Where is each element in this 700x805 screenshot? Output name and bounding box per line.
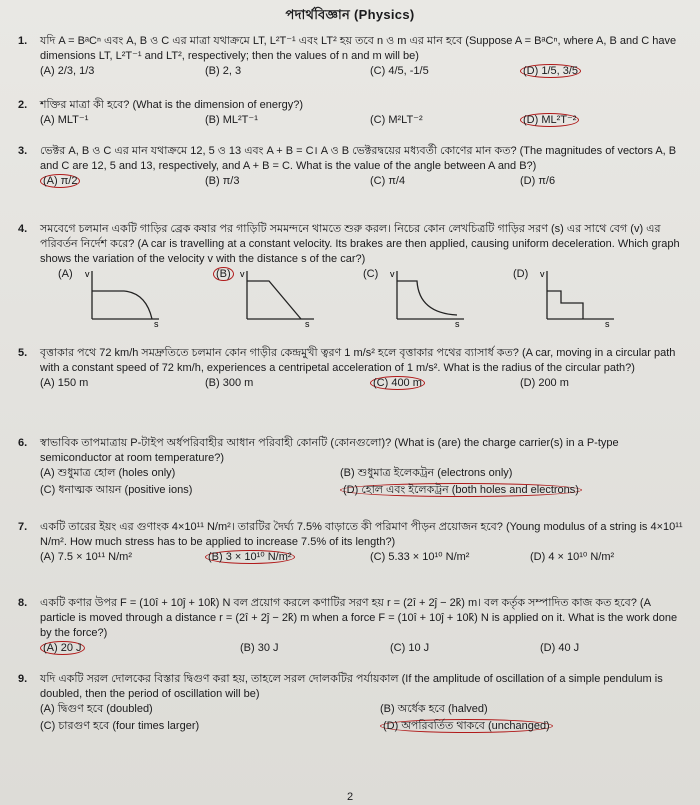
option-d[interactable] bbox=[520, 64, 581, 79]
option-b[interactable]: (B) 30 J bbox=[240, 642, 279, 654]
answer-mark-circle: (B) bbox=[213, 267, 234, 281]
graph-option-c[interactable] bbox=[363, 267, 483, 327]
graph-label: (A) bbox=[58, 268, 73, 280]
option-b[interactable]: (B) ML²T⁻¹ bbox=[205, 114, 258, 126]
answer-mark-circle: (D) হোল এবং ইলেকট্রন (both holes and electrons) bbox=[340, 483, 582, 497]
question-8 bbox=[18, 596, 688, 658]
question-7 bbox=[18, 520, 688, 567]
question-3 bbox=[18, 144, 688, 191]
option-a[interactable]: (A) 150 m bbox=[40, 377, 89, 389]
answer-mark-circle: (D) ML²T⁻² bbox=[520, 113, 579, 127]
option-c[interactable] bbox=[370, 376, 425, 391]
option-d[interactable]: (D) π/6 bbox=[520, 175, 556, 187]
graph-b-plot bbox=[239, 267, 319, 327]
option-a[interactable]: (A) 2/3, 1/3 bbox=[40, 65, 95, 77]
options-row bbox=[40, 64, 688, 81]
question-number: 2. bbox=[18, 99, 28, 111]
options-row bbox=[40, 113, 688, 130]
option-c[interactable]: (C) ধনাত্মক আয়ন (positive ions) bbox=[40, 484, 193, 496]
page-title: পদার্থবিজ্ঞান (Physics) bbox=[285, 7, 415, 22]
option-c[interactable]: (C) M²LT⁻² bbox=[370, 114, 423, 126]
question-2 bbox=[18, 98, 688, 130]
graph-label: (C) bbox=[363, 268, 379, 280]
options-row bbox=[40, 376, 688, 393]
options-row bbox=[40, 174, 688, 191]
question-text: স্বাভাবিক তাপমাত্রায় P-টাইপ অর্ধপরিবাহীর আধান পরিবাহী কোনটি (কোনগুলো)? (What is (are) the charge carrier(s) in a P-type semiconductor at room temperature?) bbox=[40, 437, 619, 464]
option-c[interactable]: (C) 5.33 × 10¹⁰ N/m² bbox=[370, 551, 470, 563]
question-number: 9. bbox=[18, 673, 28, 685]
option-b[interactable]: (B) 300 m bbox=[205, 377, 254, 389]
options-row bbox=[40, 550, 688, 567]
question-number: 7. bbox=[18, 521, 28, 533]
options-row bbox=[40, 702, 688, 719]
options-row bbox=[40, 466, 688, 483]
question-text: একটি কণার উপর F = (10î + 10ĵ + 10k̂) N বল প্রয়োগ করলে কণাটির সরণ হয় r = (2î + 2ĵ − 2k̂) m। বল কর্তৃক সম্পাদিত কাজ কত হবে? (A particle is moved through a distance r = (2î + 2ĵ − 2k̂) m when a force F = (10î + 10ĵ + 10k̂) N is applied on it. What is the work done by the force?) bbox=[40, 597, 678, 639]
answer-mark-circle: (A) π/2 bbox=[40, 174, 80, 188]
options-row bbox=[40, 483, 688, 500]
option-d[interactable]: (D) 40 J bbox=[540, 642, 580, 654]
axis-s-label: s bbox=[455, 319, 460, 327]
option-b[interactable]: (B) 2, 3 bbox=[205, 65, 242, 77]
question-number: 8. bbox=[18, 597, 28, 609]
option-c[interactable]: (C) 10 J bbox=[390, 642, 430, 654]
graph-a-plot bbox=[84, 267, 164, 327]
options-row bbox=[40, 719, 688, 736]
graph-label: (D) bbox=[513, 268, 529, 280]
option-a[interactable]: (A) 7.5 × 10¹¹ N/m² bbox=[40, 551, 132, 563]
axis-s-label: s bbox=[605, 319, 610, 327]
option-a[interactable] bbox=[40, 174, 80, 189]
question-text: যদি একটি সরল দোলকের বিস্তার দ্বিগুণ করা হয়, তাহলে সরল দোলকটির পর্যায়কাল (If the amplitude of oscillation of a simple pendulum is doubled, then the period of oscillation will be) bbox=[40, 673, 663, 700]
answer-mark-circle: (D) অপরিবর্তিত থাকবে (unchanged) bbox=[380, 719, 553, 733]
axis-v-label: v bbox=[85, 269, 90, 279]
option-a[interactable]: (A) শুধুমাত্র হোল (holes only) bbox=[40, 467, 176, 479]
question-text: একটি তারের ইয়ং এর গুণাংক 4×10¹¹ N/m²। তারটির দৈর্ঘ্য 7.5% বাড়াতে কী পরিমাণ পীড়ন প্রয়োজন হবে? (Young modulus of a string is 4×10¹¹ N/m². How much stress has to be applied to increase 7.5% of its length?) bbox=[40, 521, 683, 548]
question-text: বৃত্তাকার পথে 72 km/h সমদ্রুতিতে চলমান কোন গাড়ীর কেন্দ্রমুখী ত্বরণ 1 m/s² হলে বৃত্তাকার পথের ব্যাসার্ধ কত? (A car, moving in a circular path with a constant speed of 72 km/h, experiences a centripetal acceleration of 1 m/s². What is the radius of the circular path?) bbox=[40, 347, 676, 374]
question-text: ভেক্টর A, B ও C এর মান যথাক্রমে 12, 5 ও 13 এবং A + B = C। A ও B ভেক্টরদ্বয়ের মধ্যবর্তী কোণের মান কত? (The magnitudes of vectors A, B and C are 12, 5 and 13, respectively, and A + B = C. What is the value of the angle between A and B?) bbox=[40, 145, 677, 172]
answer-mark-circle: (C) 400 m bbox=[370, 376, 425, 390]
question-4 bbox=[18, 222, 688, 329]
option-a[interactable]: (A) দ্বিগুণ হবে (doubled) bbox=[40, 703, 153, 715]
option-d[interactable] bbox=[380, 719, 553, 734]
option-b[interactable]: (B) π/3 bbox=[205, 175, 240, 187]
option-b[interactable]: (B) অর্ধেক হবে (halved) bbox=[380, 703, 488, 715]
question-5 bbox=[18, 346, 688, 393]
axis-s-label: s bbox=[154, 319, 159, 327]
question-text: সমবেগে চলমান একটি গাড়ির ব্রেক কষার পর গাড়িটি সমমন্দনে থামতে শুরু করল। নিচের কোন লেখচিত্রটি গাড়ির সরণ (s) এর সাথে বেগ (v) এর পরিবর্তন নির্দেশ করে? (A car is travelling at a constant velocity. Its brakes are then applied, causing uniform deceleration. Which graph shows the variation of the velocity v with the distance s of the car?) bbox=[40, 223, 680, 265]
graph-option-b[interactable] bbox=[213, 267, 333, 327]
option-a[interactable] bbox=[40, 641, 85, 656]
graph-d-plot bbox=[539, 267, 619, 327]
graph-c-plot bbox=[389, 267, 469, 327]
axis-v-label: v bbox=[390, 269, 395, 279]
option-b[interactable]: (B) শুধুমাত্র ইলেকট্রন (electrons only) bbox=[340, 467, 513, 479]
option-d[interactable] bbox=[340, 483, 582, 498]
graph-options bbox=[58, 267, 688, 329]
answer-mark-circle: (B) 3 × 10¹⁰ N/m² bbox=[205, 550, 295, 564]
axis-v-label: v bbox=[240, 269, 245, 279]
question-9 bbox=[18, 672, 688, 736]
axis-v-label: v bbox=[540, 269, 545, 279]
option-c[interactable]: (C) 4/5, -1/5 bbox=[370, 65, 429, 77]
axis-s-label: s bbox=[305, 319, 310, 327]
question-number: 3. bbox=[18, 145, 28, 157]
option-d[interactable]: (D) 4 × 10¹⁰ N/m² bbox=[530, 551, 615, 563]
question-6 bbox=[18, 436, 688, 500]
options-row bbox=[40, 641, 688, 658]
option-d[interactable] bbox=[520, 113, 579, 128]
graph-option-d[interactable] bbox=[513, 267, 633, 327]
option-c[interactable]: (C) π/4 bbox=[370, 175, 406, 187]
question-number: 5. bbox=[18, 347, 28, 359]
question-number: 1. bbox=[18, 35, 28, 47]
question-number: 4. bbox=[18, 223, 28, 235]
question-text: শক্তির মাত্রা কী হবে? (What is the dimension of energy?) bbox=[40, 99, 304, 111]
question-text: যদি A = BᵃCⁿ এবং A, B ও C এর মাত্রা যথাক্রমে LT, L²T⁻¹ এবং LT² হয় তবে n ও m এর মান হবে (Suppose A = BᵃCⁿ, where A, B and C have dimensions LT, L²T⁻¹ and LT², respectively; then the values of n and m will be) bbox=[40, 35, 677, 62]
answer-mark-circle: (D) 1/5, 3/5 bbox=[520, 64, 581, 78]
option-d[interactable]: (D) 200 m bbox=[520, 377, 569, 389]
graph-label bbox=[213, 267, 234, 282]
question-1 bbox=[18, 34, 688, 81]
answer-mark-circle: (A) 20 J bbox=[40, 641, 85, 655]
option-b[interactable] bbox=[205, 550, 295, 565]
graph-option-a[interactable] bbox=[58, 267, 178, 327]
option-a[interactable]: (A) MLT⁻¹ bbox=[40, 114, 89, 126]
page-number: 2 bbox=[346, 791, 354, 803]
option-c[interactable]: (C) চারগুণ হবে (four times larger) bbox=[40, 720, 200, 732]
question-number: 6. bbox=[18, 437, 28, 449]
